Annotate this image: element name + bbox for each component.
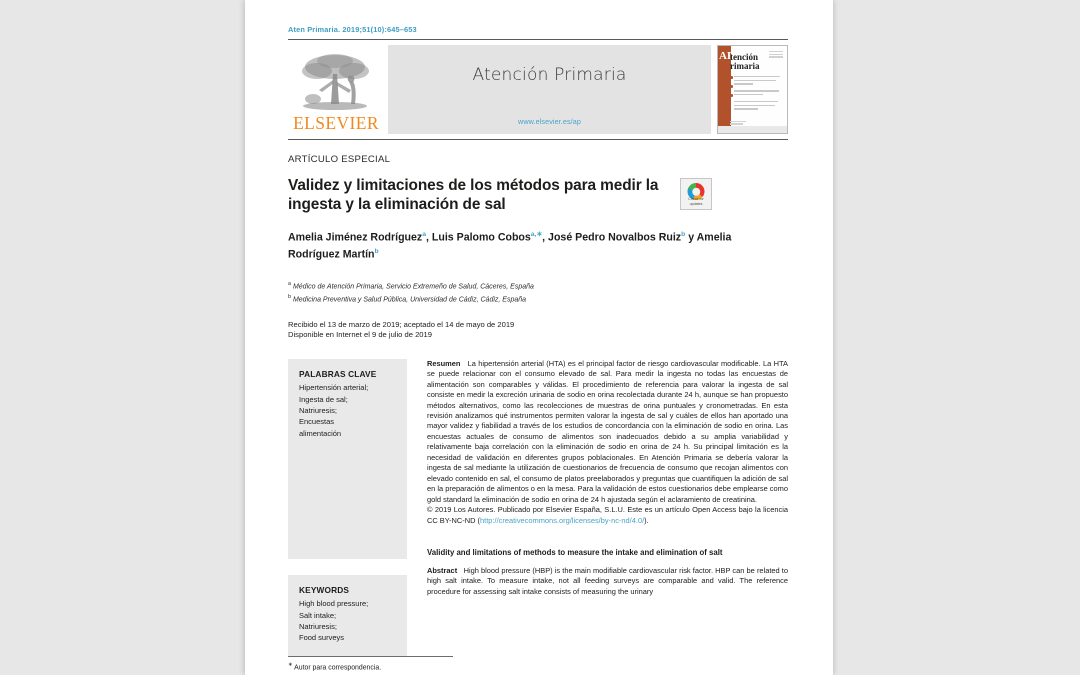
keyword-item: alimentación — [299, 428, 342, 438]
footnote-marker: ∗ — [288, 661, 293, 668]
abstract-spanish-copyright: © 2019 Los Autores. Publicado por Elsevier España, S.L.U. Este es un artículo Open Access bajo la licencia CC BY-NC-ND ( — [427, 505, 788, 525]
cover-bottom-bar — [718, 126, 787, 133]
cover-bullet-marks — [730, 76, 733, 103]
abstract-spanish-copyright-tail: ). — [644, 515, 649, 525]
article-title: Validez y limitaciones de los métodos para medir la ingesta y la eliminación de sal — [288, 177, 659, 213]
keywords-column — [288, 359, 407, 656]
masthead-top-rule — [288, 39, 788, 40]
cover-corner-lines — [769, 51, 783, 59]
keywords-spanish-heading: PALABRAS CLAVE — [299, 368, 377, 379]
abstract-spanish — [427, 359, 788, 526]
keyword-item: Natriuresis; — [299, 405, 337, 415]
affiliations — [288, 279, 788, 306]
crossmark-label — [681, 197, 711, 206]
pdf-page — [245, 0, 833, 675]
keyword-item: Natriuresis; — [299, 621, 337, 631]
affiliation-b-marker: b — [288, 294, 291, 301]
publication-dates — [288, 320, 788, 341]
corresponding-author-footnote — [288, 662, 381, 671]
footnote-text: Autor para correspondencia. — [294, 664, 382, 671]
cover-text-lines — [734, 76, 782, 112]
masthead-bottom-rule — [288, 139, 788, 140]
license-link[interactable]: http://creativecommons.org/licenses/by-nc-nd/4.0/ — [480, 515, 645, 525]
article-type-kicker: ARTÍCULO ESPECIAL — [288, 154, 391, 165]
abstract-english — [427, 566, 788, 597]
abstract-spanish-label: Resumen — [427, 358, 461, 368]
abstract-region — [288, 359, 788, 656]
crossmark-check-for-updates-badge[interactable] — [680, 178, 712, 210]
keywords-box-spanish — [288, 359, 407, 559]
keyword-item: Encuestas — [299, 417, 335, 427]
affiliation-b — [288, 292, 788, 305]
keywords-english-heading: KEYWORDS — [299, 584, 350, 595]
abstract-english-text: High blood pressure (HBP) is the main modifiable cardiovascular risk factor. HBP can be related to high salt intake. To measure intake, not all feeding surveys are comparable and valid. The reference procedure for assessing salt intake consists of measuring the urinary — [427, 565, 789, 596]
cover-title-line2: rimaria — [730, 61, 760, 71]
cover-spine-initials: AP — [719, 50, 734, 62]
keywords-box-english — [288, 575, 407, 656]
keyword-item: Food surveys — [299, 633, 345, 643]
abstract-column — [407, 359, 788, 598]
keyword-item: Hipertensión arterial; — [299, 383, 369, 393]
cover-title-line1: tención — [730, 52, 758, 62]
abstract-english-label: Abstract — [427, 565, 458, 575]
page-content — [288, 0, 788, 656]
affiliation-a-marker: a — [288, 281, 291, 288]
elsevier-tree-icon — [297, 52, 375, 114]
affiliation-b-text: Medicina Preventiva y Salud Pública, Universidad de Cádiz, Cádiz, España — [292, 296, 527, 304]
journal-running-head: Aten Primaria. 2019;51(10):645–653 — [288, 25, 417, 34]
keyword-item: Ingesta de sal; — [299, 394, 348, 404]
date-online: Disponible en Internet el 9 de julio de 2019 — [288, 330, 432, 340]
journal-cover-thumbnail — [717, 45, 788, 134]
date-received: Recibido el 13 de marzo de 2019; aceptado el 14 de mayo de 2019 — [288, 319, 515, 329]
journal-masthead — [288, 45, 788, 134]
affiliation-a-text: Médico de Atención Primaria, Servicio Extremeño de Salud, Cáceres, España — [292, 283, 534, 291]
elsevier-wordmark: ELSEVIER — [293, 112, 379, 133]
journal-website-link[interactable]: www.elsevier.es/ap — [518, 117, 581, 126]
abstract-spanish-text: La hipertensión arterial (HTA) es el principal factor de riesgo cardiovascular modificable. La HTA se puede relacionar con el consumo elevado de sal. Para medir la ingesta no todas las encuestas de alimentación son comparables y válidas. El procedimiento de referencia para valorar la ingesta de sal consiste en medir la excreción urinaria de sodio en orina recolectada durante 24 h, aunque se han propuesto métodos alternativos, como las recolecciones de muestras de orina puntuales y cronometradas. En esta revisión analizamos qué instrumentos permiten valorar la ingesta de sal y cuáles de ellos han aportado una mayor validez y fiabilidad a través de los estudios de concordancia con la eliminación de sodio en orina. Las encuestas actuales de consumo de alimentos son inadecuados debido a su amplia variabilidad y relativamente baja correlación con la eliminación de sodio en orina de 24 h. Su principal limitación es la necesidad de validación en diferentes grupos poblacionales. En Atención Primaria se debería valorar la ingesta de sal mediante la utilización de cuestionarios de frecuencia de consumo que recojan alimentos con elevado contenido en sal, el consumo de platos preelaborados y preguntas que cuantifiquen la adición de sal en la preparación de alimentos o en la mesa. Para la validación de estos cuestionarios debe emplearse como gold standard la eliminación de sodio en orina de 24 h ajustada según el aclaramiento de creatinina. — [427, 358, 788, 504]
crossmark-label-line1: Check for — [688, 197, 704, 202]
journal-banner — [388, 45, 711, 134]
elsevier-logo — [288, 45, 384, 134]
title-row — [288, 176, 788, 214]
affiliation-a — [288, 279, 788, 292]
keyword-item: Salt intake; — [299, 610, 337, 620]
footnote-rule — [288, 656, 453, 657]
journal-title: Atención Primaria — [472, 65, 627, 85]
abstract-english-title: Validity and limitations of methods to measure the intake and elimination of salt — [427, 547, 723, 557]
crossmark-label-line2: updates — [689, 201, 703, 206]
author-list: Amelia Jiménez Rodríguez$^a$, Luis Palomo Cobos$^{a,∗}$, José Pedro Novalbos Ruiz$^b$ y Amelia Rodríguez Martín$^b$ — [288, 231, 732, 261]
keyword-item: High blood pressure; — [299, 599, 369, 609]
